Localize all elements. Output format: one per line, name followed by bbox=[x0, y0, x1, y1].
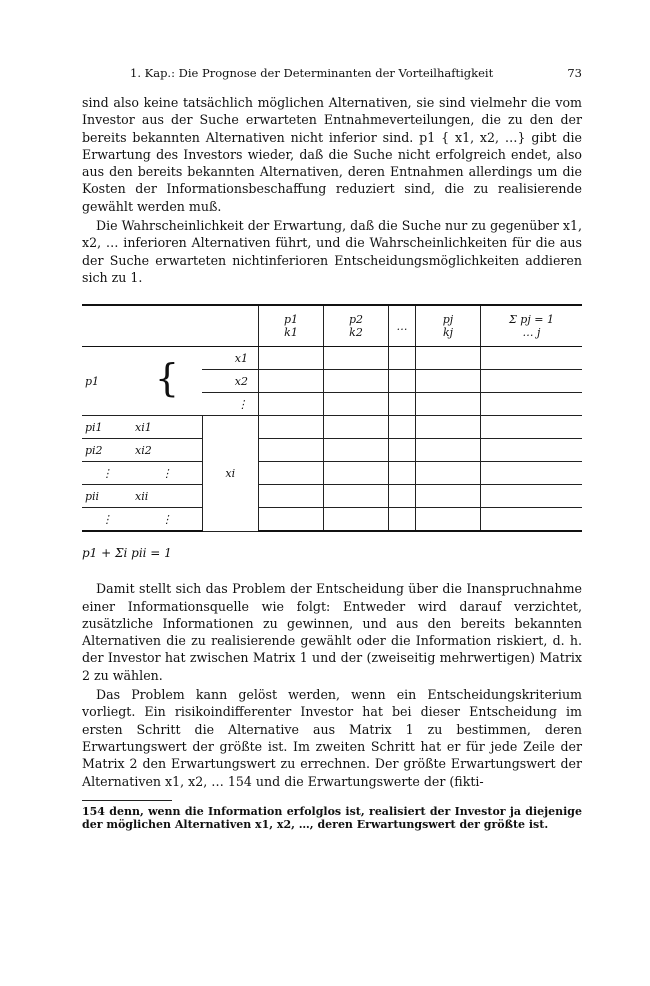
outcome-label: xi2 bbox=[132, 439, 202, 462]
page bbox=[82, 66, 582, 831]
prob-label: ⋮ bbox=[82, 462, 132, 485]
page-number: 73 bbox=[567, 66, 582, 80]
brace-cell: { bbox=[132, 347, 202, 416]
matrix-header-row bbox=[82, 305, 582, 347]
alt-xi-cell: xi bbox=[202, 416, 259, 532]
matrix-row-x1 bbox=[82, 347, 582, 370]
prob-label: ⋮ bbox=[82, 508, 132, 532]
outcome-label: ⋮ bbox=[132, 508, 202, 532]
matrix-row-iidots bbox=[82, 508, 582, 532]
col-header-2: p2 k2 bbox=[324, 305, 389, 347]
alt-label: x2 bbox=[202, 370, 259, 393]
paragraph-4: Das Problem kann gelöst werden, wenn ein Entscheidungskriterium vorliegt. Ein risikoindifferenter Investor hat bei dieser Entscheidung im ersten Schritt die Alternative aus Matrix 1 zu bestimmen, deren Erwartungswert der größte ist. Im zweiten Schritt hat er für jede Zeile der Matrix 2 den Erwartungswert zu errechnen. Der größte Erwartungswert der Alternativen x1, x2, … 154 und die Erwartungswerte der (fikti- bbox=[82, 687, 582, 789]
decision-matrix bbox=[82, 304, 582, 532]
paragraph-2: Die Wahrscheinlichkeit der Erwartung, daß die Suche nur zu gegenüber x1, x2, … inferioren Alternativen führt, und die Wahrscheinlichkeiten für die aus der Suche erwarteten nichtinferioren Entscheidungsmöglichkeiten addieren sich zu 1. bbox=[82, 218, 582, 285]
col-header-j: pj kj bbox=[416, 305, 481, 347]
outcome-label: xii bbox=[132, 485, 202, 508]
col-header-sum: Σ pj = 1 … j bbox=[481, 305, 583, 347]
prob-label: pi2 bbox=[82, 439, 132, 462]
chapter-title: 1. Kap.: Die Prognose der Determinanten der Vorteilhaftigkeit bbox=[130, 66, 494, 80]
prob-label: pii bbox=[82, 485, 132, 508]
running-header bbox=[82, 66, 582, 80]
outcome-label: xi1 bbox=[132, 416, 202, 439]
paragraph-1: sind also keine tatsächlich möglichen Alternativen, sie sind vielmehr die vom Investor aus der Suche erwarteten Entnahmeverteilungen, die zu den der bereits bekannten Alternativen nicht inferior sind. p1 { x1, x2, …} gibt die Erwartung des Investors wieder, daß die Suche nicht erfolgreich endet, also aus den bereits bekannten Alternativen, deren Entnahmen allerdings um die Kosten der Informationsbeschaffung reduziert sind, die zu realisierende gewählt werden muß. bbox=[82, 95, 582, 214]
footnote-divider bbox=[82, 800, 172, 801]
matrix-row-ii bbox=[82, 485, 582, 508]
upper-prob-cell: p1 bbox=[82, 347, 132, 416]
col-header-ellipsis: … bbox=[389, 305, 416, 347]
probability-formula: p1 + Σi pii = 1 bbox=[82, 546, 172, 561]
matrix-row-idots bbox=[82, 462, 582, 485]
matrix-row-i1 bbox=[82, 416, 582, 439]
matrix-row-i2 bbox=[82, 439, 582, 462]
outcome-label: ⋮ bbox=[132, 462, 202, 485]
alt-label: ⋮ bbox=[202, 393, 259, 416]
paragraph-3: Damit stellt sich das Problem der Entscheidung über die Inanspruchnahme einer Informationsquelle wie folgt: Entweder wird darauf verzichtet, zusätzliche Informationen zu gewinnen, und aus den bereits bekannten Alternativen die zu realisierende gewählt oder die Information riskiert, d. h. der Investor hat zwischen Matrix 1 und der (zweiseitig mehrwertigen) Matrix 2 zu wählen. bbox=[82, 581, 582, 683]
footnote-154: 154 denn, wenn die Information erfolglos ist, realisiert der Investor ja diejenige der möglichen Alternativen x1, x2, …, deren Erwartungswert der größte ist. bbox=[82, 804, 582, 831]
col-header-1: p1 k1 bbox=[259, 305, 324, 347]
prob-label: pi1 bbox=[82, 416, 132, 439]
alt-label: x1 bbox=[202, 347, 259, 370]
